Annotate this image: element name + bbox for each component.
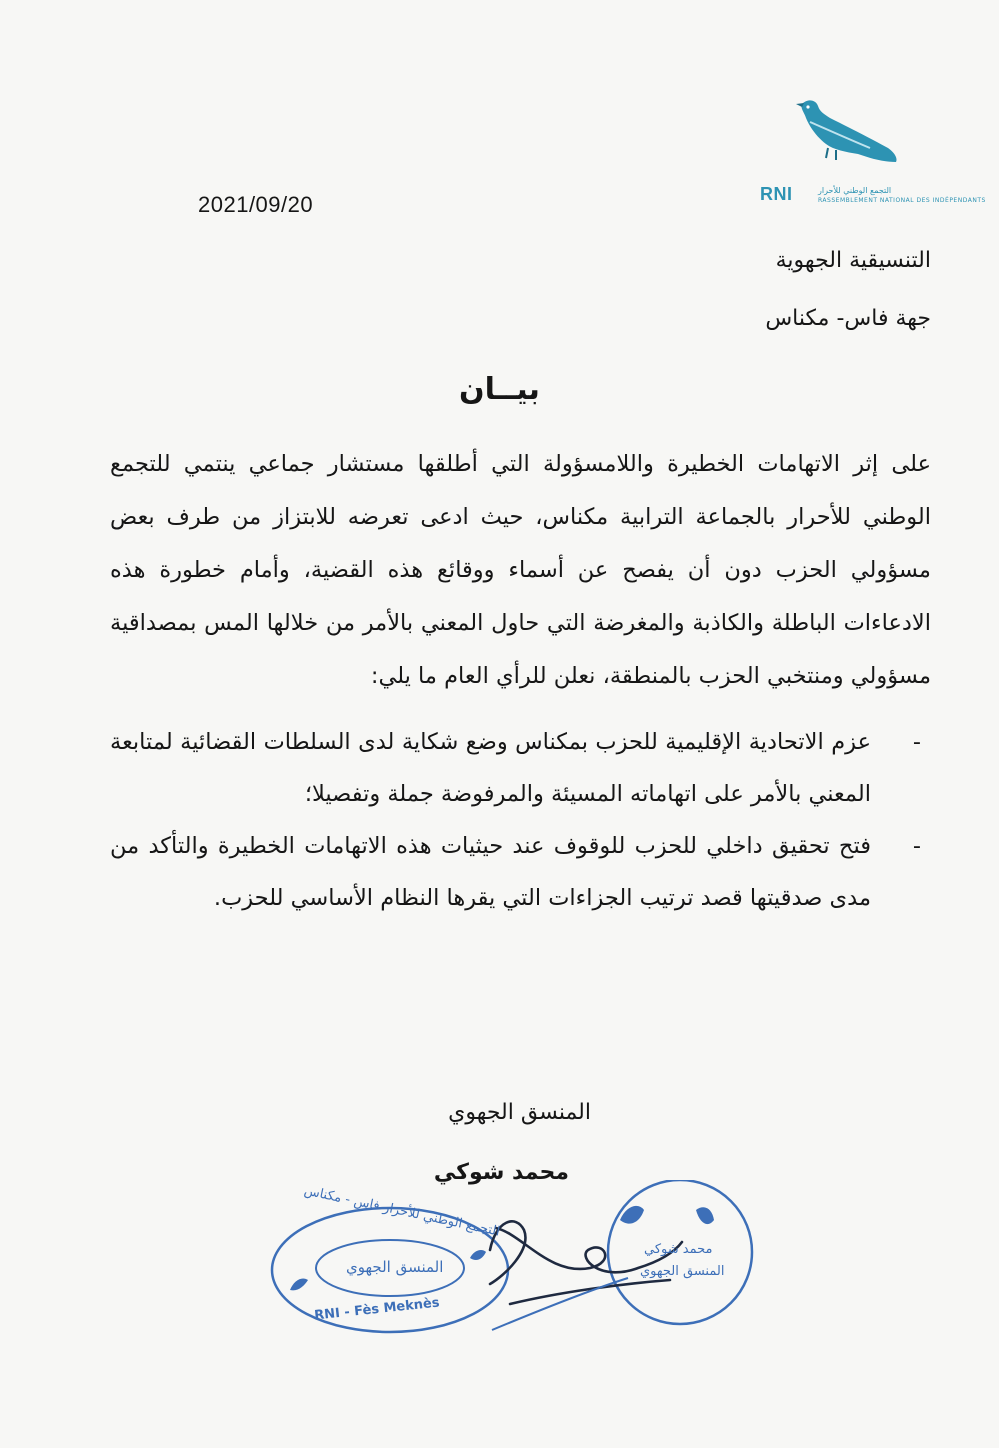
document-title: بيــان xyxy=(459,372,540,407)
dove-icon xyxy=(750,92,940,192)
statement-item: - عزم الاتحادية الإقليمية للحزب بمكناس وضع شكاية لدى السلطات القضائية لمتابعة المعني بالأمر على اتهاماته المسيئة والمرفوضة جملة وتفصيلا؛ xyxy=(110,716,931,820)
statement-body xyxy=(110,438,931,703)
left-stamp-bird-icon xyxy=(290,1278,308,1290)
signatory-name: محمد شوكي xyxy=(433,1160,569,1185)
statement-paragraph: على إثر الاتهامات الخطيرة واللامسؤولة التي أطلقها مستشار جماعي ينتمي للتجمع الوطني للأحرار بالجماعة الترابية مكناس، حيث ادعى تعرضه للابتزاز من طرف بعض مسؤولي الحزب دون أن يفصح عن أسماء ووقائع هذه القضية، وأمام خطورة هذه الادعاءات الباطلة والكاذبة والمغرضة التي حاول المعني بالأمر من خلالها المس بمصداقية مسؤولي ومنتخبي الحزب بالمنطقة، نعلن للرأي العام ما يلي: xyxy=(110,451,931,689)
left-stamp-bottom-text: RNI - Fès Meknès xyxy=(313,1295,441,1324)
right-stamp-role: المنسق الجهوي xyxy=(640,1264,725,1279)
statement-items xyxy=(110,716,931,924)
stamps-area xyxy=(260,1180,800,1340)
logo-arabic-name: التجمع الوطني للأحرار xyxy=(818,186,892,195)
signatory-title: المنسق الجهوي xyxy=(448,1100,591,1125)
statement-item: - فتح تحقيق داخلي للحزب للوقوف عند حيثيات هذه الاتهامات الخطيرة والتأكد من مدى صدقيتها قصد ترتيب الجزاءات التي يقرها النظام الأساسي للحزب. xyxy=(110,820,931,924)
sender-line-2: جهة فاس- مكناس xyxy=(765,306,931,331)
logo-french-name: RASSEMBLEMENT NATIONAL DES INDÉPENDANTS xyxy=(818,197,986,204)
sender-line-1: التنسيقية الجهوية xyxy=(775,248,931,273)
right-stamp-name: محمد شوكي xyxy=(644,1242,713,1257)
document-date: 2021/09/20 xyxy=(198,192,314,217)
right-stamp-bird-icon xyxy=(696,1207,714,1224)
logo-abbr: RNI xyxy=(760,184,793,204)
rni-logo xyxy=(750,92,986,212)
left-stamp-bird-icon xyxy=(470,1250,486,1260)
left-stamp-ring-text: التجمع الوطني للأحرار فاس - مكناس xyxy=(302,1183,502,1240)
left-stamp-center-text: المنسق الجهوي xyxy=(346,1258,444,1276)
